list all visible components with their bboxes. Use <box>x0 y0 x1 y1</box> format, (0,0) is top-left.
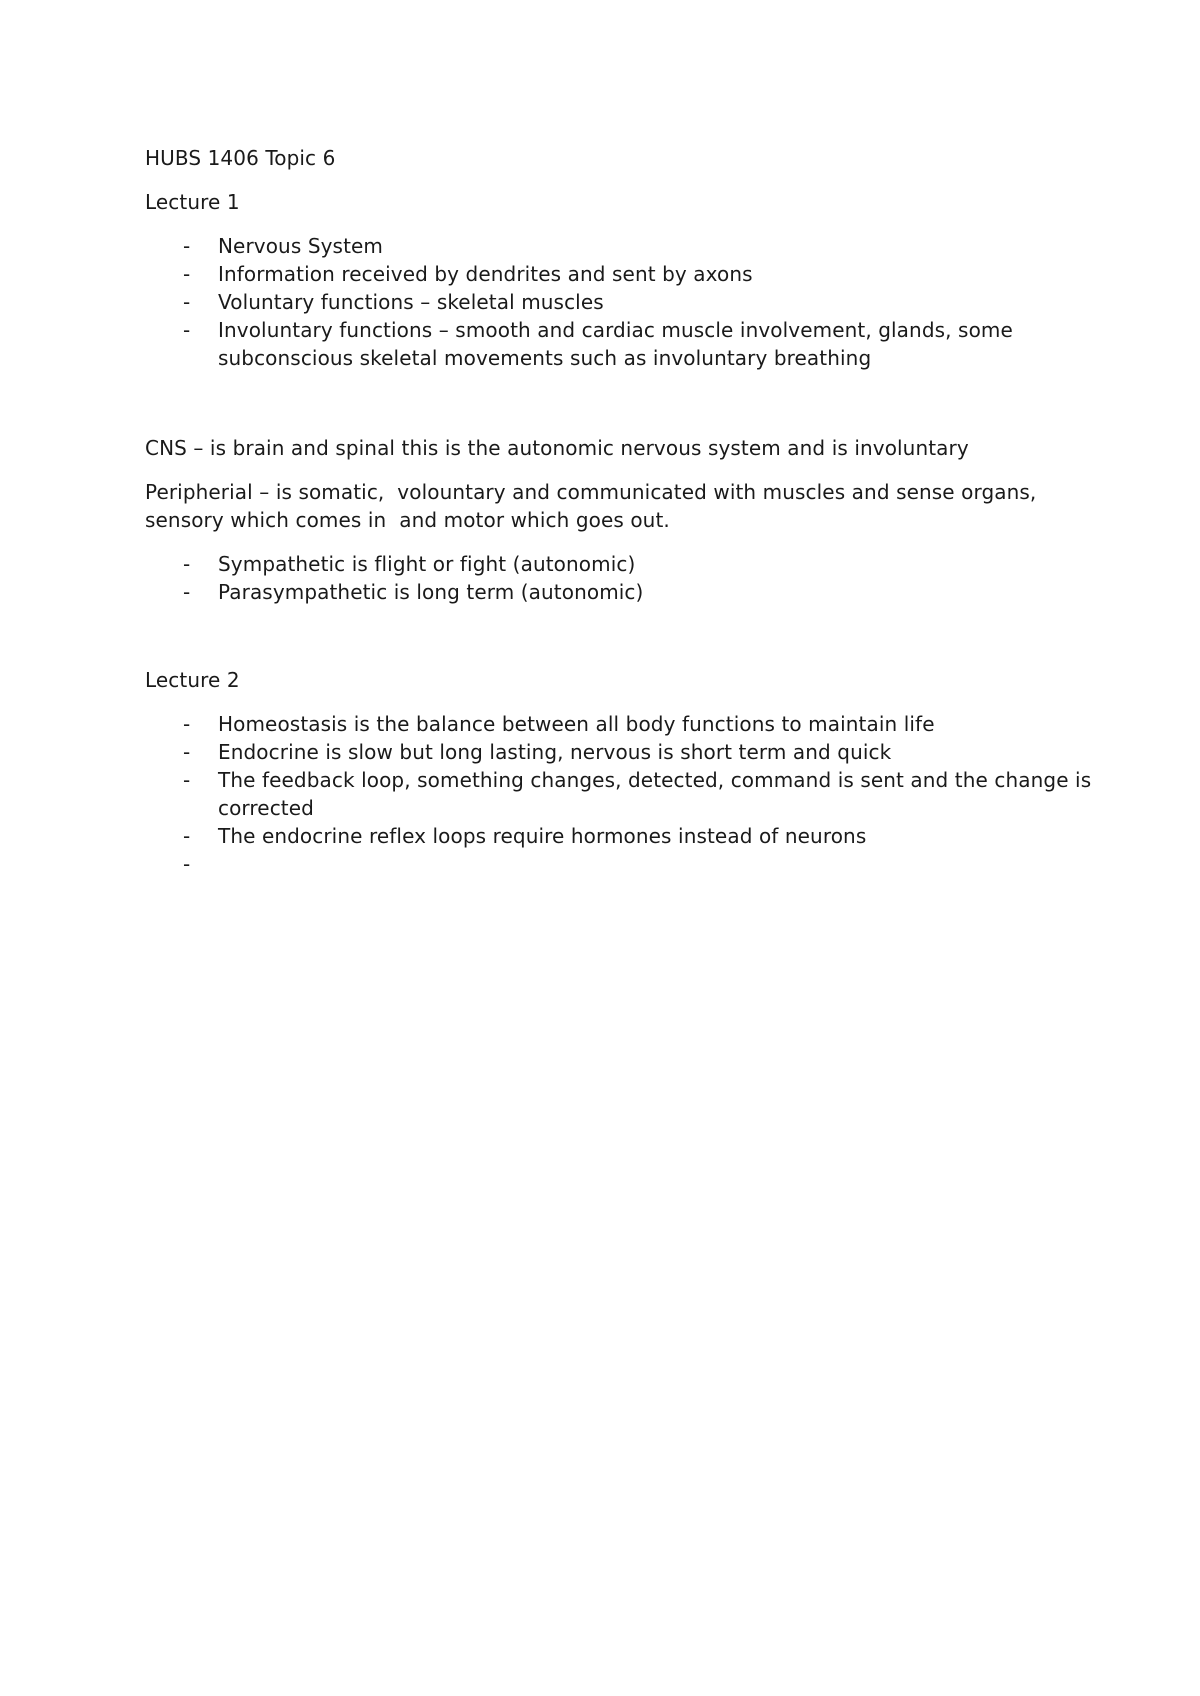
list-item <box>145 316 1095 372</box>
dash-bullet: - <box>183 824 191 848</box>
list-item <box>145 738 1095 766</box>
dash-bullet: - <box>183 768 191 792</box>
list-item <box>145 260 1095 288</box>
list-item <box>145 578 1095 606</box>
dash-bullet: - <box>183 234 191 258</box>
nervous-system-sublist <box>145 550 1095 606</box>
list-item-text: Nervous System <box>218 234 383 258</box>
list-item-text: The feedback loop, something changes, detected, command is sent and the change is corrected <box>218 768 1098 820</box>
list-item <box>145 288 1095 316</box>
dash-bullet: - <box>183 580 191 604</box>
list-item-text: The endocrine reflex loops require hormones instead of neurons <box>218 824 867 848</box>
lecture-1-heading: Lecture 1 <box>145 190 240 214</box>
list-item-text: Voluntary functions – skeletal muscles <box>218 290 604 314</box>
lecture-1-list <box>145 232 1095 372</box>
list-item <box>145 766 1098 822</box>
list-item-text: Information received by dendrites and sent by axons <box>218 262 753 286</box>
dash-bullet: - <box>183 318 191 342</box>
lecture-2-heading: Lecture 2 <box>145 668 240 692</box>
cns-paragraph: CNS – is brain and spinal this is the autonomic nervous system and is involuntary <box>145 436 969 460</box>
dash-bullet: - <box>183 712 191 736</box>
list-item <box>145 822 1095 850</box>
dash-bullet: - <box>183 262 191 286</box>
dash-bullet: - <box>183 740 191 764</box>
list-item-text: Involuntary functions – smooth and cardiac muscle involvement, glands, some subconscious skeletal movements such as involuntary breathing <box>218 318 1020 370</box>
list-item-text: Endocrine is slow but long lasting, nervous is short term and quick <box>218 740 892 764</box>
document-title: HUBS 1406 Topic 6 <box>145 146 336 170</box>
lecture-2-list <box>145 710 1098 876</box>
peripherial-paragraph: Peripherial – is somatic, volountary and communicated with muscles and sense organs, sensory which comes in and motor which goes out. <box>145 480 1043 532</box>
dash-bullet: - <box>183 290 191 314</box>
list-item-text: Parasympathetic is long term (autonomic) <box>218 580 644 604</box>
list-item-text: Sympathetic is flight or fight (autonomic) <box>218 552 636 576</box>
list-item <box>145 710 1095 738</box>
list-item-text: Homeostasis is the balance between all body functions to maintain life <box>218 712 935 736</box>
list-item <box>145 232 1095 260</box>
dash-bullet: - <box>183 852 191 876</box>
dash-bullet: - <box>183 552 191 576</box>
list-item <box>145 550 1095 578</box>
